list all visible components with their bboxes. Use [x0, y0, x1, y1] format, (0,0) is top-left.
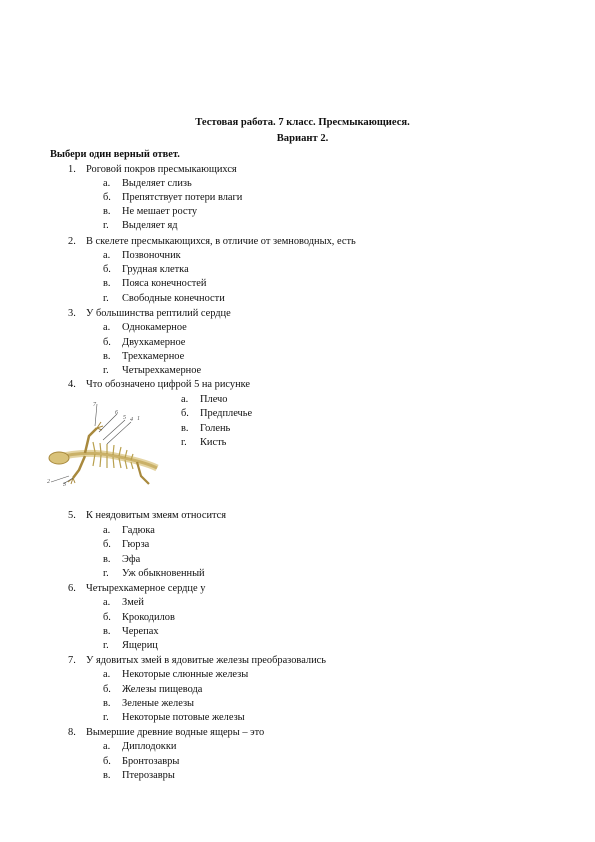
option: а. Некоторые слюнные железы: [103, 669, 249, 680]
option: а. Диплодокки: [103, 741, 177, 752]
option: б. Препятствует потери влаги: [103, 192, 243, 203]
question-text: Вымершие древние водные ящеры – это: [86, 727, 265, 738]
option: г. Выделяет яд: [103, 220, 178, 231]
question-text: У ядовитых змей в ядовитые железы преобразовались: [86, 655, 326, 666]
question-2: [68, 235, 356, 248]
option: б. Гюрза: [103, 539, 150, 550]
option: г. Четырехкамерное: [103, 365, 202, 376]
question-text: Что обозначено цифрой 5 на рисунке: [86, 379, 251, 390]
question-number: 4.: [68, 379, 76, 390]
figure-label: 5: [123, 415, 126, 421]
option: а. Позвоночник: [103, 250, 181, 261]
option: в. Птерозавры: [103, 770, 175, 781]
doc-variant: Вариант 2.: [276, 133, 329, 144]
option: б. Бронтозавры: [103, 756, 180, 767]
question-4: [68, 378, 250, 391]
option: в. Пояса конечностей: [103, 278, 207, 289]
lizard-skeleton-figure: [45, 398, 160, 490]
option: в. Не мешает росту: [103, 206, 198, 217]
figure-label: 2: [47, 479, 50, 485]
option: г. Ящериц: [103, 640, 158, 651]
option: б. Двухкамерное: [103, 337, 186, 348]
question-number: 3.: [68, 308, 76, 319]
option: а. Плечо: [181, 394, 228, 405]
figure-label: 1: [137, 416, 140, 422]
option: г. Некоторые потовые железы: [103, 712, 245, 723]
question-text: В скелете пресмыкающихся, в отличие от земноводных, есть: [86, 236, 356, 247]
doc-title: Тестовая работа. 7 класс. Пресмыкающиеся.: [195, 117, 410, 128]
question-number: 8.: [68, 727, 76, 738]
question-1: [68, 163, 237, 176]
option: г. Уж обыкновенный: [103, 568, 205, 579]
question-6: [68, 582, 205, 595]
figure-label: 7: [93, 402, 96, 408]
option: г. Кисть: [181, 437, 227, 448]
question-text: У большинства рептилий сердце: [86, 308, 231, 319]
question-number: 7.: [68, 655, 76, 666]
option: в. Черепах: [103, 626, 159, 637]
question-7: [68, 654, 326, 667]
question-8: [68, 726, 264, 739]
question-text: К неядовитым змеям относится: [86, 510, 227, 521]
option: б. Грудная клетка: [103, 264, 189, 275]
question-5: [68, 509, 226, 522]
option: а. Змей: [103, 597, 144, 608]
option: а. Выделяет слизь: [103, 178, 192, 189]
option: а. Гадюка: [103, 525, 155, 536]
option: г. Свободные конечности: [103, 293, 225, 304]
option: в. Трехкамерное: [103, 351, 185, 362]
skeleton-drawing: [49, 404, 157, 484]
figure-label: 4: [130, 417, 133, 423]
option: в. Голень: [181, 423, 231, 434]
question-3: [68, 307, 231, 320]
figure-label: 6: [115, 410, 118, 416]
option: в. Эфа: [103, 554, 141, 565]
option: б. Предплечье: [181, 408, 253, 419]
option: в. Зеленые железы: [103, 698, 195, 709]
question-number: 6.: [68, 583, 76, 594]
question-number: 1.: [68, 164, 76, 175]
option: б. Крокодилов: [103, 612, 175, 623]
question-text: Роговой покров пресмыкающихся: [86, 164, 237, 175]
question-text: Четырехкамерное сердце у: [86, 583, 206, 594]
question-number: 2.: [68, 236, 76, 247]
question-number: 5.: [68, 510, 76, 521]
instruction: Выбери один верный ответ.: [50, 149, 180, 160]
option: а. Однокамерное: [103, 322, 187, 333]
option: б. Железы пищевода: [103, 684, 203, 695]
figure-label: 3: [63, 482, 66, 488]
